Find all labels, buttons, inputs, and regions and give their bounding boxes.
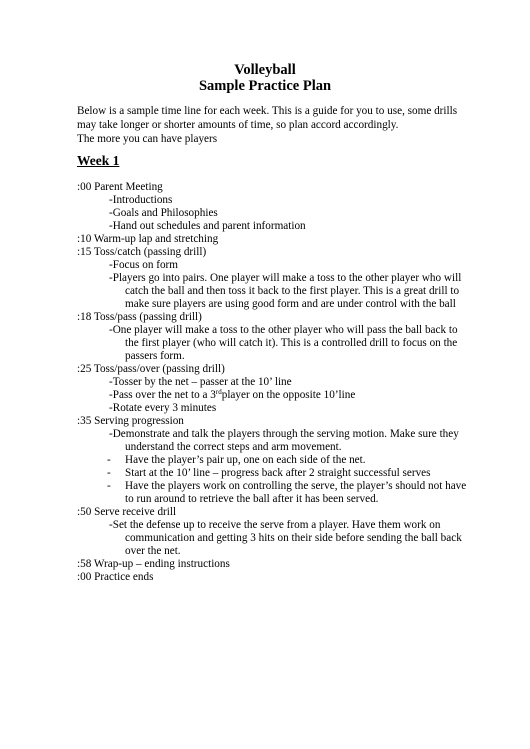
time-entry: :25 Toss/pass/over (passing drill) xyxy=(77,363,225,375)
sub-item-continued: understand the correct steps and arm movement. xyxy=(125,441,342,453)
sub-item: -Players go into pairs. One player will make a toss to the other player who will xyxy=(109,272,462,284)
sub-item: -Introductions xyxy=(109,194,173,206)
week-heading: Week 1 xyxy=(77,153,120,168)
sub-item: -Focus on form xyxy=(109,259,178,271)
ordinal-suffix: rd xyxy=(215,388,222,396)
time-entry: :18 Toss/pass (passing drill) xyxy=(77,311,202,323)
sub-item: -Rotate every 3 minutes xyxy=(109,402,217,414)
bullet-text: Have the players work on controlling the serve, the player’s should not have xyxy=(125,480,467,492)
sub-item-text: -Pass over the net to a 3 xyxy=(109,389,216,401)
intro-line: may take longer or shorter amounts of time, so plan accord accordingly. xyxy=(77,119,399,131)
time-entry: :00 Practice ends xyxy=(77,571,154,583)
bullet-continued: to run around to retrieve the ball after it has been served. xyxy=(125,493,379,505)
sub-item xyxy=(109,388,355,402)
bullet-text: Have the player’s pair up, one on each side of the net. xyxy=(125,454,366,466)
sub-item-continued: passers form. xyxy=(125,350,185,362)
sub-item-continued: catch the ball and then toss it back to the first player. This is a great drill to xyxy=(125,285,460,297)
sub-item-text: player on the opposite 10’line xyxy=(221,389,356,401)
sub-item: -Demonstrate and talk the players through the serving motion. Make sure they xyxy=(109,428,459,440)
bullet-dash: - xyxy=(107,480,111,492)
sub-item-continued: the first player (who will catch it). This is a controlled drill to focus on the xyxy=(125,337,458,349)
page-title: Volleyball xyxy=(234,62,296,78)
sub-item-continued: make sure players are using good form and are under control with the ball xyxy=(125,298,456,310)
bullet-dash: - xyxy=(107,467,111,479)
bullet-dash: - xyxy=(107,454,111,466)
page-subtitle: Sample Practice Plan xyxy=(198,78,332,94)
sub-item-continued: communication and getting 3 hits on their side before sending the ball back xyxy=(125,532,462,544)
bullet-text: Start at the 10’ line – progress back after 2 straight successful serves xyxy=(125,467,431,479)
time-entry: :50 Serve receive drill xyxy=(77,506,177,518)
time-entry: :58 Wrap-up – ending instructions xyxy=(77,558,230,570)
time-entry: :15 Toss/catch (passing drill) xyxy=(77,246,207,258)
sub-item: -Goals and Philosophies xyxy=(109,207,218,219)
time-entry: :35 Serving progression xyxy=(77,415,184,427)
time-entry: :00 Parent Meeting xyxy=(77,181,163,193)
sub-item: -One player will make a toss to the other player who will pass the ball back to xyxy=(109,324,458,336)
intro-line: The more you can have players xyxy=(77,133,218,145)
sub-item: -Hand out schedules and parent information xyxy=(109,220,306,232)
intro-line: Below is a sample time line for each week. This is a guide for you to use, some drills xyxy=(77,105,458,117)
sub-item: -Tosser by the net – passer at the 10’ line xyxy=(109,376,292,388)
sub-item: -Set the defense up to receive the serve from a player. Have them work on xyxy=(109,519,441,531)
sub-item-continued: over the net. xyxy=(125,545,181,557)
time-entry: :10 Warm-up lap and stretching xyxy=(77,233,219,245)
